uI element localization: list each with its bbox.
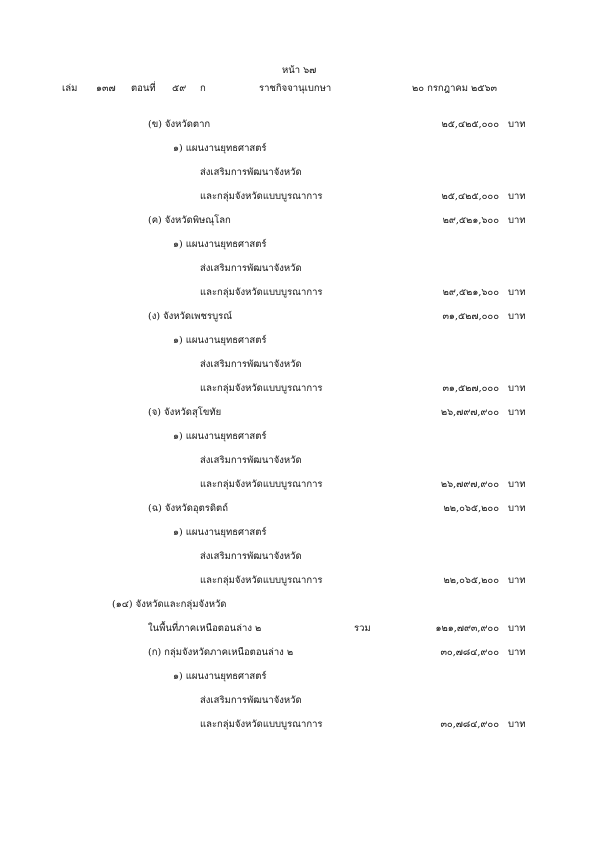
plan-amount: ๒๖,๗๙๗,๙๐๐ bbox=[440, 479, 499, 490]
province-label: (ข) จังหวัดตาก bbox=[148, 119, 211, 130]
plan-amount: ๓๑,๕๒๗,๐๐๐ bbox=[442, 383, 499, 394]
unit-label: บาท bbox=[508, 647, 526, 658]
province-amount: ๒๖,๗๙๗,๙๐๐ bbox=[440, 407, 499, 418]
unit-label: บาท bbox=[508, 311, 526, 322]
province-label: (จ) จังหวัดสุโขทัย bbox=[148, 407, 222, 418]
page-number: หน้า ๖๗ bbox=[282, 65, 317, 76]
unit-label: บาท bbox=[508, 479, 526, 490]
province-amount: ๒๙,๕๒๑,๖๐๐ bbox=[442, 215, 499, 226]
plan-line3: และกลุ่มจังหวัดแบบบูรณาการ bbox=[200, 479, 323, 490]
province-amount: ๓๑,๕๒๗,๐๐๐ bbox=[442, 311, 499, 322]
plan-label: ๑) แผนงานยุทธศาสตร์ bbox=[173, 671, 267, 682]
plan-line2: ส่งเสริมการพัฒนาจังหวัด bbox=[200, 695, 302, 706]
plan-label: ๑) แผนงานยุทธศาสตร์ bbox=[173, 527, 267, 538]
unit-label: บาท bbox=[508, 623, 526, 634]
plan-amount: ๒๒,๐๖๕,๒๐๐ bbox=[443, 575, 499, 586]
unit-label: บาท bbox=[508, 215, 526, 226]
unit-label: บาท bbox=[508, 575, 526, 586]
volume-number: ๑๓๗ bbox=[96, 83, 116, 94]
unit-label: บาท bbox=[508, 287, 526, 298]
group-label-line2: ในพื้นที่ภาคเหนือตอนล่าง ๒ bbox=[148, 623, 262, 634]
unit-label: บาท bbox=[508, 191, 526, 202]
province-amount: ๒๒,๐๖๕,๒๐๐ bbox=[443, 503, 499, 514]
plan-line3: และกลุ่มจังหวัดแบบบูรณาการ bbox=[200, 191, 323, 202]
group-total-label: รวม bbox=[354, 623, 371, 634]
plan-line2: ส่งเสริมการพัฒนาจังหวัด bbox=[200, 455, 302, 466]
cluster-label: (ก) กลุ่มจังหวัดภาคเหนือตอนล่าง ๒ bbox=[148, 647, 294, 658]
unit-label: บาท bbox=[508, 719, 526, 730]
plan-amount: ๓๐,๗๘๔,๙๐๐ bbox=[440, 719, 499, 730]
group-label: (๑๔) จังหวัดและกลุ่มจังหวัด bbox=[112, 599, 227, 610]
plan-line3: และกลุ่มจังหวัดแบบบูรณาการ bbox=[200, 719, 323, 730]
plan-line3: และกลุ่มจังหวัดแบบบูรณาการ bbox=[200, 383, 323, 394]
plan-amount: ๒๕,๔๒๕,๐๐๐ bbox=[441, 191, 499, 202]
publication-title: ราชกิจจานุเบกษา bbox=[259, 83, 332, 94]
group-total-amount: ๑๒๑,๗๙๓,๙๐๐ bbox=[435, 623, 499, 634]
section-label: ตอนที่ bbox=[131, 83, 156, 94]
province-amount: ๒๕,๔๒๕,๐๐๐ bbox=[441, 119, 499, 130]
plan-label: ๑) แผนงานยุทธศาสตร์ bbox=[173, 239, 267, 250]
volume-label: เล่ม bbox=[62, 83, 78, 94]
plan-label: ๑) แผนงานยุทธศาสตร์ bbox=[173, 143, 267, 154]
unit-label: บาท bbox=[508, 503, 526, 514]
unit-label: บาท bbox=[508, 407, 526, 418]
province-label: (ค) จังหวัดพิษณุโลก bbox=[148, 215, 231, 226]
plan-line2: ส่งเสริมการพัฒนาจังหวัด bbox=[200, 167, 302, 178]
plan-line2: ส่งเสริมการพัฒนาจังหวัด bbox=[200, 359, 302, 370]
province-label: (ฉ) จังหวัดอุตรดิตถ์ bbox=[148, 503, 228, 514]
province-label: (ง) จังหวัดเพชรบูรณ์ bbox=[148, 311, 233, 322]
plan-label: ๑) แผนงานยุทธศาสตร์ bbox=[173, 431, 267, 442]
plan-line2: ส่งเสริมการพัฒนาจังหวัด bbox=[200, 263, 302, 274]
unit-label: บาท bbox=[508, 383, 526, 394]
publication-date: ๒๐ กรกฎาคม ๒๕๖๓ bbox=[412, 83, 498, 94]
plan-amount: ๒๙,๕๒๑,๖๐๐ bbox=[442, 287, 499, 298]
section-number: ๕๙ bbox=[172, 83, 187, 94]
plan-label: ๑) แผนงานยุทธศาสตร์ bbox=[173, 335, 267, 346]
plan-line2: ส่งเสริมการพัฒนาจังหวัด bbox=[200, 551, 302, 562]
plan-line3: และกลุ่มจังหวัดแบบบูรณาการ bbox=[200, 575, 323, 586]
plan-line3: และกลุ่มจังหวัดแบบบูรณาการ bbox=[200, 287, 323, 298]
unit-label: บาท bbox=[508, 119, 526, 130]
section-letter: ก bbox=[200, 83, 206, 94]
cluster-amount: ๓๐,๗๘๔,๙๐๐ bbox=[440, 647, 499, 658]
